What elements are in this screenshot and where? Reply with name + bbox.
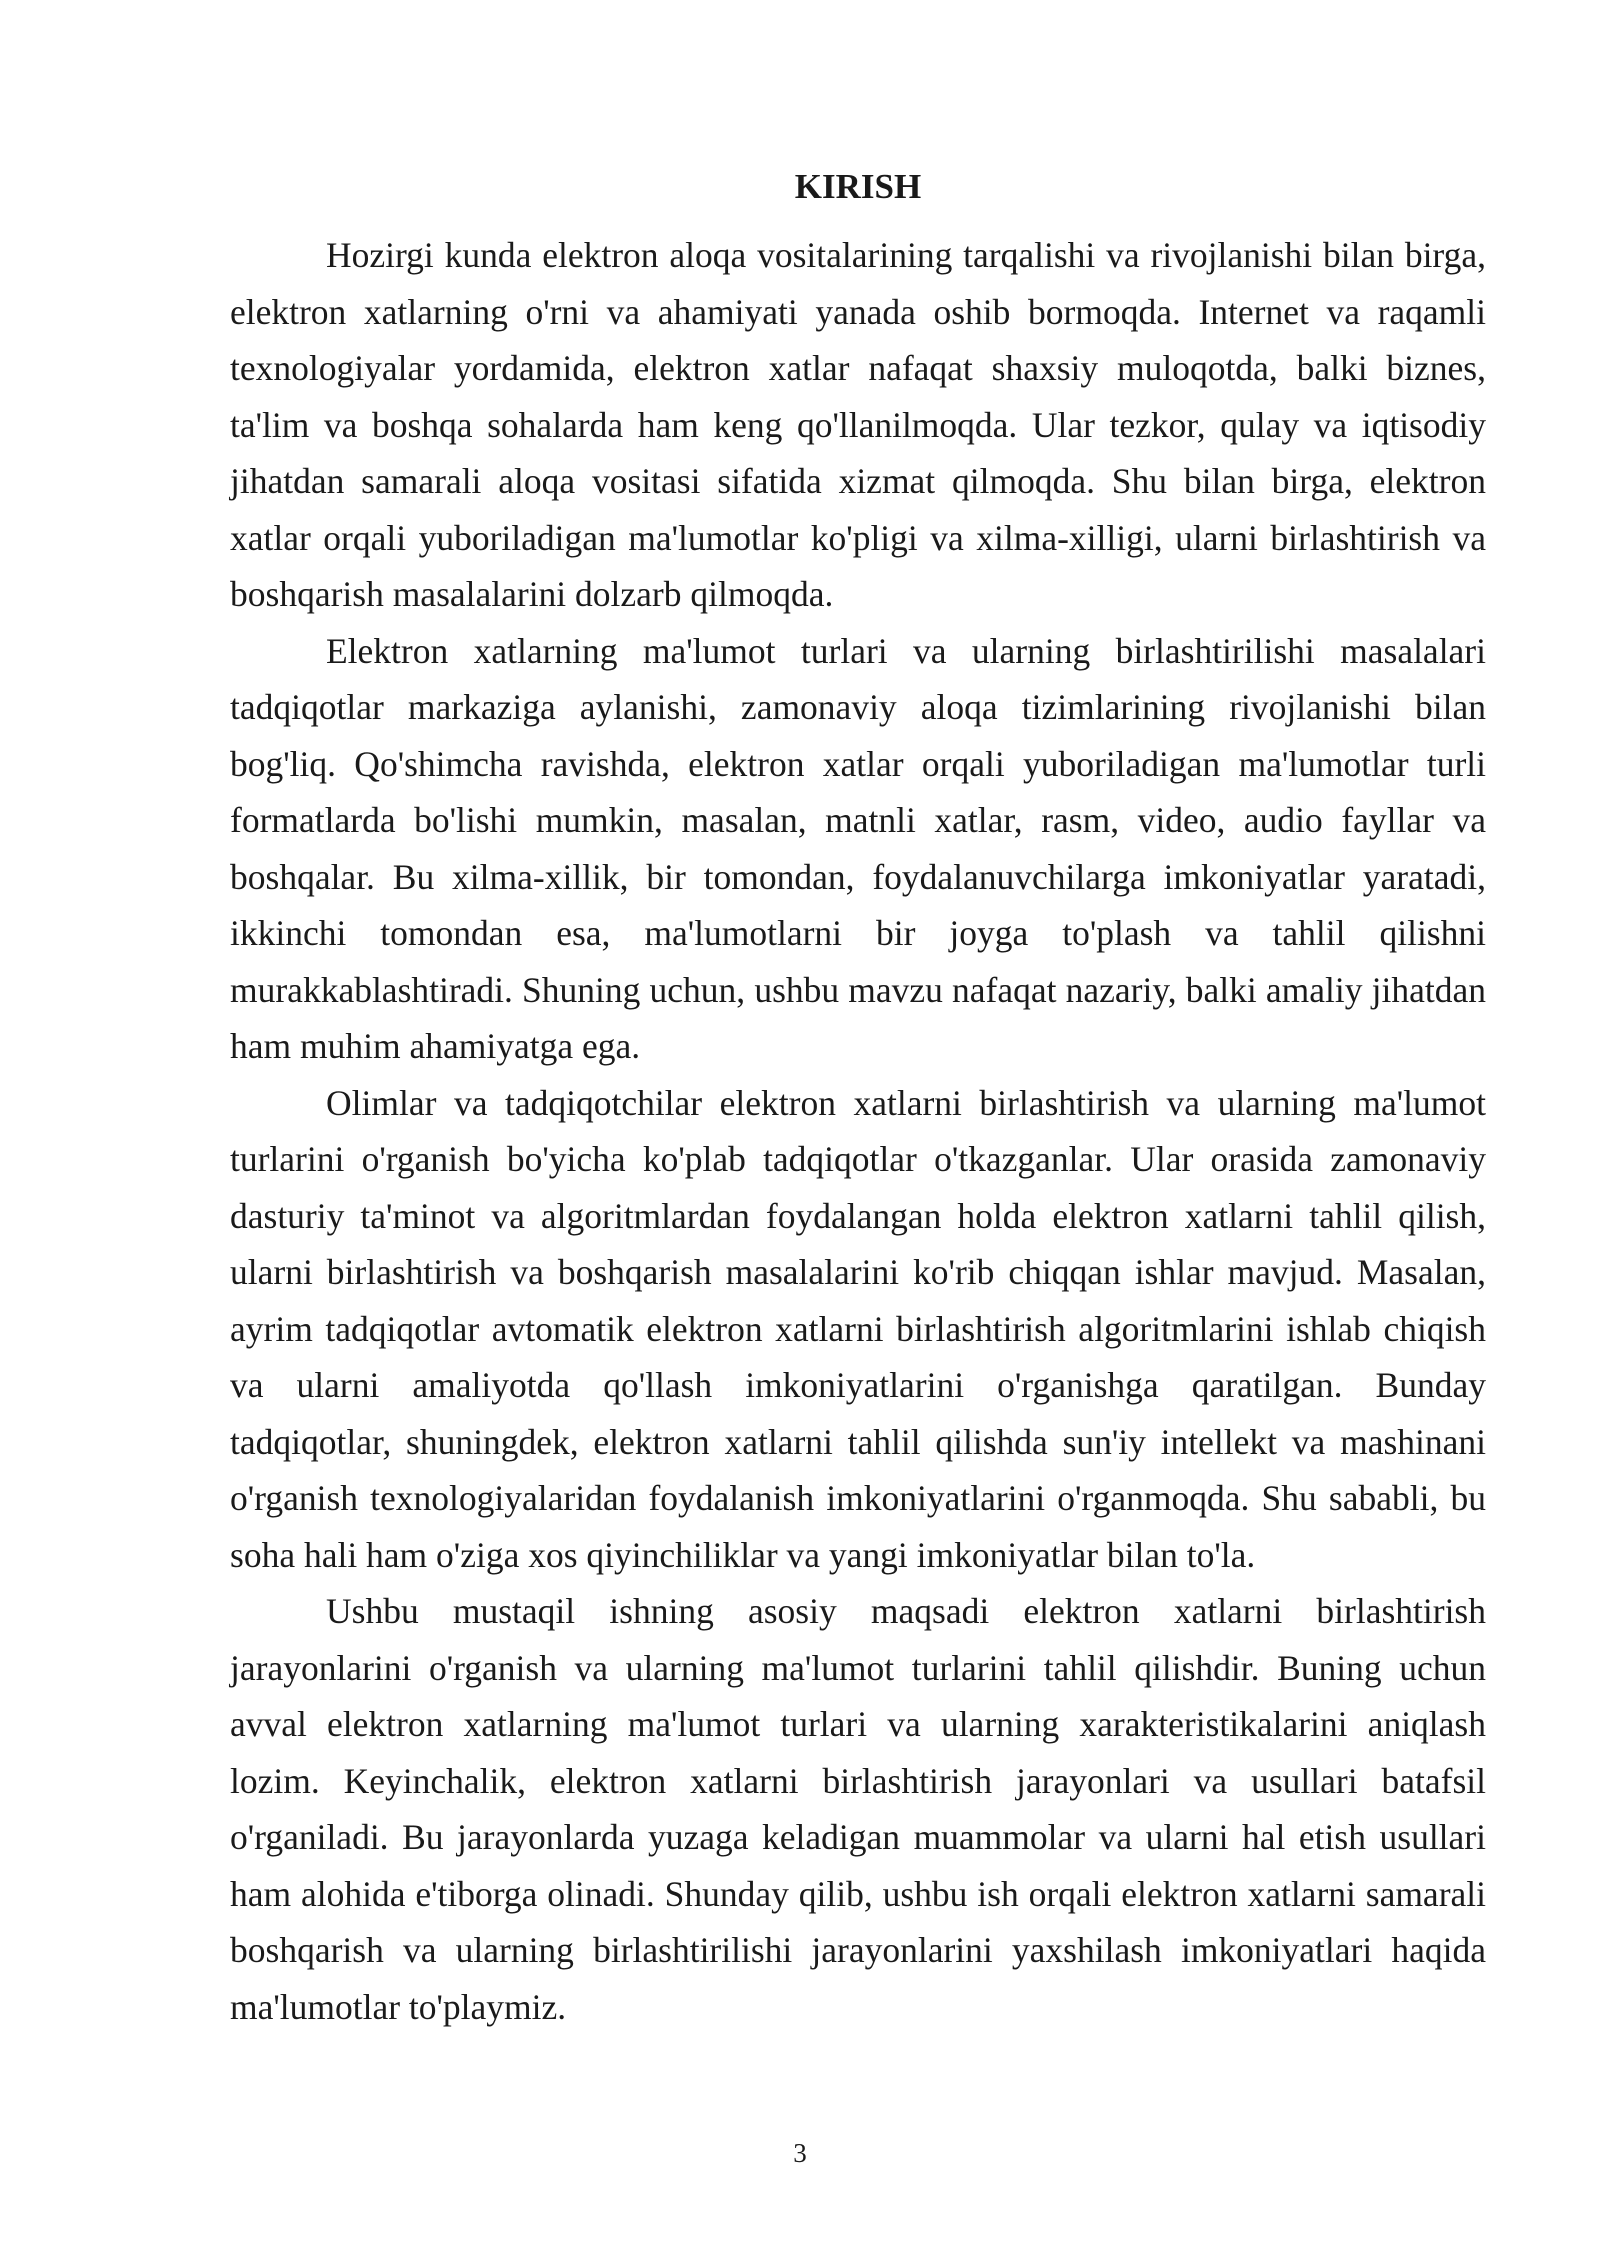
page-number: 3 (793, 2138, 807, 2168)
paragraph-2: Elektron xatlarning ma'lumot turlari va ularning birlashtirilishi masalalari tadqiqotlar markaziga aylanishi, zamonaviy aloqa tizimlarining rivojlanishi bilan bog'liq. Qo'shimcha ravishda, elektron xatlar orqali yuboriladigan ma'lumotlar turli formatlarda bo'lishi mumkin, masalan, matnli xatlar, rasm, video, audio fayllar va boshqalar. Bu xilma-xillik, bir tomondan, foydalanuvchilarga imkoniyatlar yaratadi, ikkinchi tomondan esa, ma'lumotlarni bir joyga to'plash va tahlil qilishni murakkablashtiradi. Shuning uchun, ushbu mavzu nafaqat nazariy, balki amaliy jihatdan ham muhim ahamiyatga ega. (230, 630, 1486, 1066)
paragraph-3: Olimlar va tadqiqotchilar elektron xatlarni birlashtirish va ularning ma'lumot turlarini o'rganish bo'yicha ko'plab tadqiqotlar o'tkazganlar. Ular orasida zamonaviy dasturiy ta'minot va algoritmlardan foydalangan holda elektron xatlarni tahlil qilish, ularni birlashtirish va boshqarish masalalarini ko'rib chiqqan ishlar mavjud. Masalan, ayrim tadqiqotlar avtomatik elektron xatlarni birlashtirish algoritmlarini ishlab chiqish va ularni amaliyotda qo'llash imkoniyatlarini o'rganishga qaratilgan. Bunday tadqiqotlar, shuningdek, elektron xatlarni tahlil qilishda sun'iy intellekt va mashinani o'rganish texnologiyalaridan foydalanish imkoniyatlarini o'rganmoqda. Shu sababli, bu soha hali ham o'ziga xos qiyinchiliklar va yangi imkoniyatlar bilan to'la. (230, 1082, 1486, 1575)
paragraph-4: Ushbu mustaqil ishning asosiy maqsadi elektron xatlarni birlashtirish jarayonlarini o'rganish va ularning ma'lumot turlarini tahlil qilishdir. Buning uchun avval elektron xatlarning ma'lumot turlari va ularning xarakteristikalarini aniqlash lozim. Keyinchalik, elektron xatlarni birlashtirish jarayonlari va usullari batafsil o'rganiladi. Bu jarayonlarda yuzaga keladigan muammolar va ularni hal etish usullari ham alohida e'tiborga olinadi. Shunday qilib, ushbu ish orqali elektron xatlarni samarali boshqarish va ularning birlashtirilishi jarayonlarini yaxshilash imkoniyatlari haqida ma'lumotlar to'playmiz. (230, 1591, 1486, 2027)
page-title: KIRISH (794, 167, 922, 206)
paragraph-1: Hozirgi kunda elektron aloqa vositalarining tarqalishi va rivojlanishi bilan birga, elektron xatlarning o'rni va ahamiyati yanada oshib bormoqda. Internet va raqamli texnologiyalar yordamida, elektron xatlar nafaqat shaxsiy muloqotda, balki biznes, ta'lim va boshqa sohalarda ham keng qo'llanilmoqda. Ular tezkor, qulay va iqtisodiy jihatdan samarali aloqa vositasi sifatida xizmat qilmoqda. Shu bilan birga, elektron xatlar orqali yuboriladigan ma'lumotlar ko'pligi va xilma-xilligi, ularni birlashtirish va boshqarish masalalarini dolzarb qilmoqda. (230, 235, 1486, 614)
page-content (230, 165, 1486, 2035)
